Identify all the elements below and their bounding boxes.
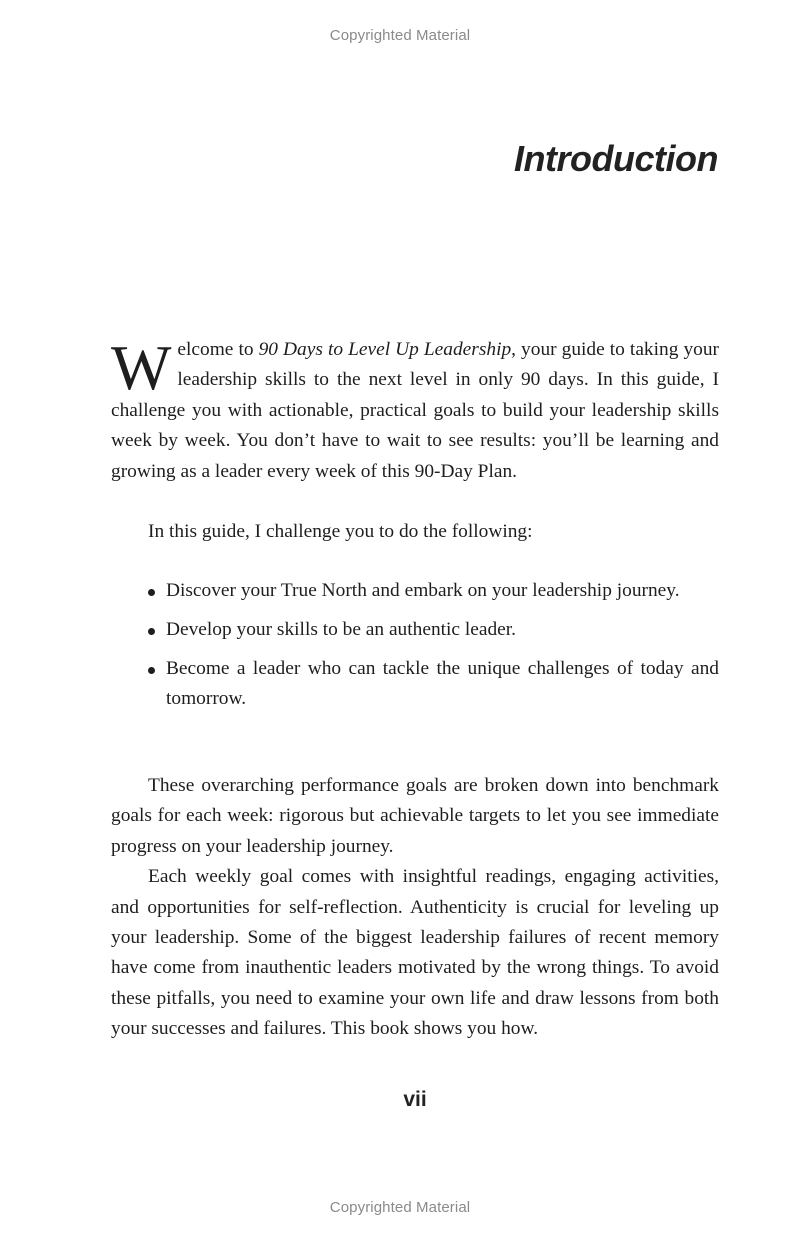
copyright-watermark-top: Copyrighted Material <box>329 27 471 44</box>
body-paragraph: These overarching performance goals are broken down into benchmark goals for each week: rigorous but achievable targets to let you see immediate progress on your leadership journey. <box>111 775 719 857</box>
challenge-intro-text: In this guide, I challenge you to do the following: <box>148 521 533 542</box>
bullet-dot-icon <box>148 667 155 674</box>
bullet-item <box>111 615 719 645</box>
book-title-italic: 90 Days to Level Up Leadership <box>258 339 512 360</box>
bullet-text: Discover your True North and embark on your leadership journey. <box>166 580 680 601</box>
bullet-item <box>111 654 719 715</box>
chapter-title: Introduction <box>514 138 718 179</box>
bullet-item <box>111 576 719 606</box>
challenge-intro-paragraph <box>111 517 719 547</box>
bullet-dot-icon <box>148 589 155 596</box>
intro-lead-text: elcome to <box>177 339 259 360</box>
goals-bullet-list <box>111 576 719 715</box>
page-number: vii <box>403 1088 427 1111</box>
body-paragraph: Each weekly goal comes with insightful readings, engaging activities, and opportunities for self-reflection. Authenticity is crucial for leveling up your leadership. Some of the biggest leadership failures of recent memory have come from inauthentic leaders motivated by the wrong things. To avoid these pitfalls, you need to examine your own life and draw lessons from both your successes and failures. This book shows you how. <box>111 866 719 1040</box>
copyright-watermark-bottom: Copyrighted Material <box>329 1199 471 1216</box>
intro-paragraph <box>111 332 719 487</box>
bullet-text: Become a leader who can tackle the unique challenges of today and tomorrow. <box>166 657 719 710</box>
closing-paragraphs <box>111 771 719 1045</box>
intro-rest-text: , your guide to taking your leadership skills to the next level in only 90 days. In this guide, I challenge you with actionable, practical goals to build your leadership skills week by week. You don’t have to wait to see results: you’ll be learning and growing as a leader every week of this 90-Day Plan. <box>111 339 719 482</box>
drop-cap-letter: W <box>111 332 172 403</box>
bullet-text: Develop your skills to be an authentic leader. <box>166 618 517 640</box>
bullet-dot-icon <box>148 628 155 635</box>
